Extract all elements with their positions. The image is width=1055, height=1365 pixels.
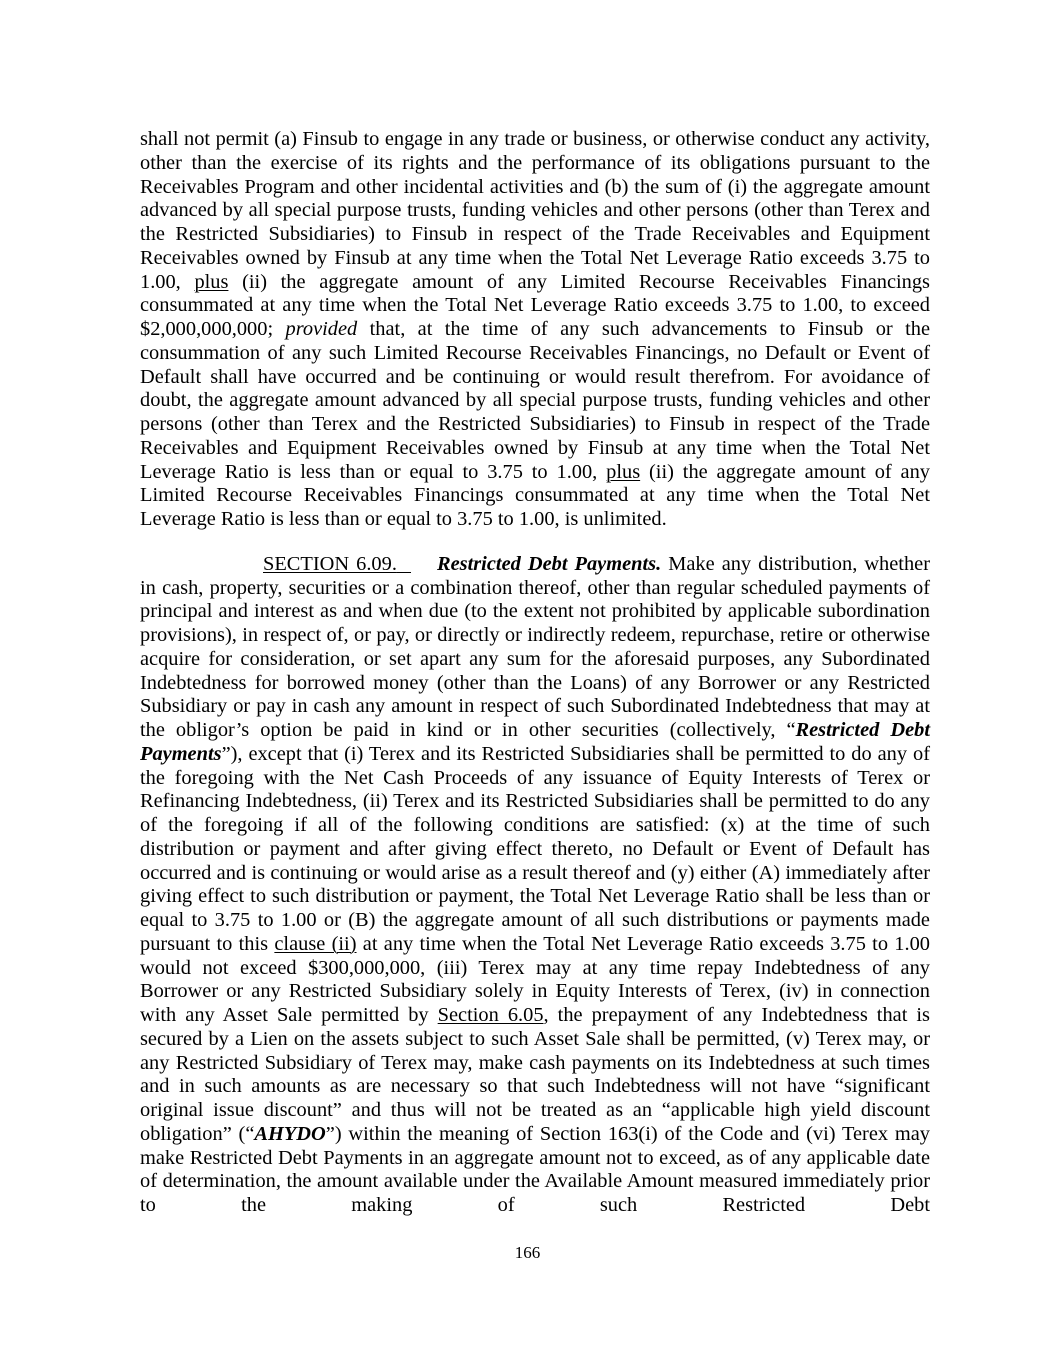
body-text: ”) within the meaning of Section 163(i) of the Code and (vi) Terex may make Restricted Debt Payments in an aggregate amount not to exceed, as of any applicable date of determination, the amount available under the Available Amount measured immediately prior to the making of such Restricted Debt: [140, 1122, 930, 1216]
body-text: that, at the time of any such advancements to Finsub or the consummation of any such Limited Recourse Receivables Financings, no Default or Event of Default shall have occurred and be continuing or would result therefrom. For avoidance of doubt, the aggregate amount advanced by all special purpose trusts, funding vehicles and other persons (other than Terex and the Restricted Subsidiaries) to Finsub in respect of the Trade Receivables and Equipment Receivables owned by Finsub at any time when the Total Net Leverage Ratio is less than or equal to 3.75 to 1.00,: [140, 318, 930, 483]
body-text: at any time when the Total Net Leverage Ratio exceeds 3.75 to 1.00 would not exceed $300,000,000, (iii) Terex may at any time repay Indebtedness of any Borrower or any Restricted Subsidiary solely in Equity Interests of Terex, (iv) in connection with any Asset Sale permitted by: [140, 932, 930, 1026]
body-text: (ii) the aggregate amount of any Limited Recourse Receivables Financings consummated at any time when the Total Net Leverage Ratio is less than or equal to 3.75 to 1.00, is unlimited.: [140, 460, 930, 530]
section-heading: Restricted Debt Payments.: [437, 552, 662, 575]
cross-reference-clause-ii: clause (ii): [274, 932, 357, 955]
paragraph-finsub-restrictions: [140, 128, 930, 532]
body-text: , the prepayment of any Indebtedness that is secured by a Lien on the assets subject to such Asset Sale shall be permitted, (v) Terex may, or any Restricted Subsidiary of Terex may, make cash payments on its Indebtedness at such times and in such amounts as are necessary so that such Indebtedness will not have “significant original issue discount” and thus will not be treated as an “applicable high yield discount obligation” (“: [140, 1004, 930, 1145]
underlined-term-plus: plus: [606, 460, 641, 483]
page-number: 166: [514, 1243, 541, 1262]
body-text: shall not permit (a) Finsub to engage in any trade or business, or otherwise conduct any activity, other than the exercise of its rights and the performance of its obligations pursuant to the Receivables Program and other incidental activities and (b) the sum of (i) the aggregate amount advanced by all special purpose trusts, funding vehicles and other persons (other than Terex and the Restricted Subsidiaries) to Finsub in respect of the Trade Receivables and Equipment Receivables owned by Finsub at any time when the Total Net Leverage Ratio exceeds 3.75 to 1.00,: [140, 128, 930, 293]
section-6-09-restricted-debt-payments: [140, 553, 930, 1218]
document-body: [140, 128, 930, 1218]
section-number: SECTION 6.09.: [263, 552, 397, 575]
body-text: ”), except that (i) Terex and its Restricted Subsidiaries shall be permitted to do any of the foregoing with the Net Cash Proceeds of any issuance of Equity Interests of Terex or Refinancing Indebtedness, (ii) Terex and its Restricted Subsidiaries shall be permitted to do any of the foregoing if all of the following conditions are satisfied: (x) at the time of such distribution or payment and after giving effect thereto, no Default or Event of Default has occurred and is continuing or would arise as a result thereof and (y) either (A) immediately after giving effect to such distribution or payment, the Total Net Leverage Ratio shall be less than or equal to 3.75 to 1.00 or (B) the aggregate amount of all such distributions or payments made pursuant to this: [140, 742, 930, 955]
underlined-term-plus: plus: [194, 270, 229, 293]
cross-reference-section-6-05: Section 6.05: [437, 1004, 544, 1026]
italic-term-provided: provided: [285, 318, 358, 340]
defined-term-ahydo: AHYDO: [254, 1122, 326, 1145]
defined-term-restricted-debt-payments: Restricted Debt Payments: [140, 719, 931, 765]
body-text: Make any distribution, whether in cash, property, securities or a combination thereof, other than regular scheduled payments of principal and interest as and when due (to the extent not prohibited by applicable subordination provisions), in respect of, or pay, or directly or indirectly redeem, repurchase, retire or otherwise acquire for consideration, or set apart any sum for the aforesaid purposes, any Subordinated Indebtedness for borrowed money (other than the Loans) of any Borrower or any Restricted Subsidiary or pay in cash any amount in respect of such Subordinated Indebtedness that may at the obligor’s option be paid in kind or in other securities (collectively, “: [140, 552, 931, 741]
body-text: (ii) the aggregate amount of any Limited Recourse Receivables Financings consummated at any time when the Total Net Leverage Ratio exceeds 3.75 to 1.00, to exceed $2,000,000,000;: [140, 270, 930, 340]
